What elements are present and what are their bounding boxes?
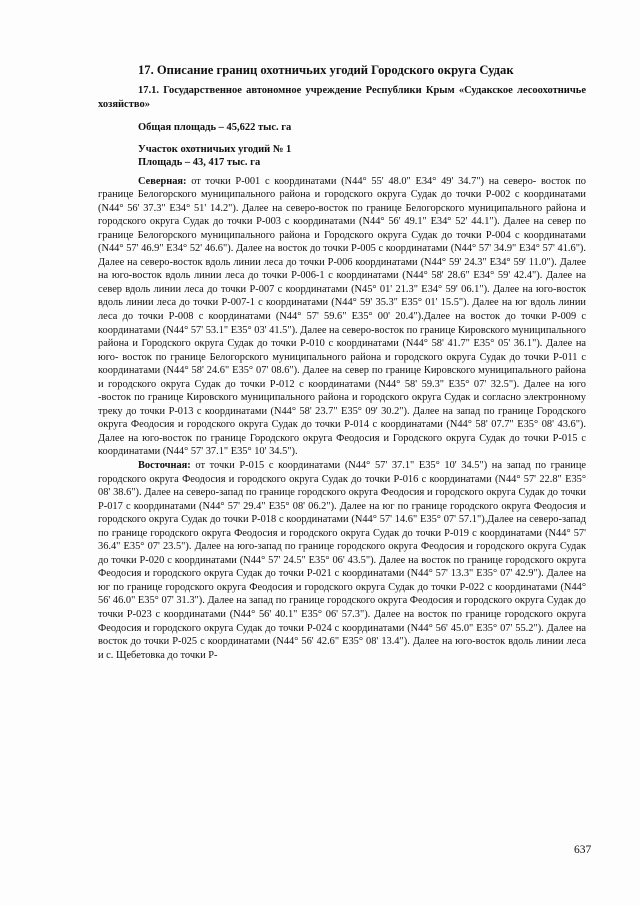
document-content (98, 62, 586, 662)
east-boundary-text: от точки Р-015 с координатами (N44° 57' 37.1" E35° 10' 34.5") на запад по границе городского округа Феодосия и городского округа Судак до точки Р-016 с координатами (N44° 57' 22.8" E35° 08' 38.6"). Далее на северо-запад по границе городского округа Феодосия и городского округа Судак до точки Р-017 с координатами (N44° 57' 29.4" E35° 08' 06.2"). Далее на юг по границе городского округа Феодосия и городского округа Судак до точки Р-018 с координатами (N44° 57' 14.6" E35° 07' 57.1").Далее на северо-запад по границе городского округа Феодосия и городского округа Судак до точки Р-019 с координатами (N44° 57' 36.4" E35° 07' 23.5"). Далее на юго-запад по границе городского округа Феодосия и городского округа Судак до точки Р-020 с координатами (N44° 57' 24.5" E35° 06' 43.5"). Далее на восток по границе городского округа Феодосия и городского округа Судак до точки Р-021 с координатами (N44° 57' 13.3" E35° 07' 42.9"). Далее на юг по границе городского округа Феодосия и городского округа Судак до точки Р-022 с координатами (N44° 56' 46.0" E35° 07' 31.3"). Далее на запад по границе городского округа Феодосия и городского округа Судак до точки Р-023 с координатами (N44° 56' 40.1" E35° 06' 57.3"). Далее на восток по границе городского округа Феодосия и городского округа Судак до точки Р-024 с координатами (N44° 56' 45.0" E35° 07' 55.2"). Далее на восток до точки Р-025 с координатами (N44° 56' 42.6" E35° 08' 13.4"). Далее на юго-восток вдоль линии леса и с. Щебетовка до точки Р- (98, 459, 586, 661)
organization-subheading: 17.1. Государственное автономное учреждение Республики Крым «Судакское лесоохотничье хозяйство» (98, 85, 586, 110)
page-number: 637 (574, 844, 592, 856)
north-boundary-label: Северная: (138, 175, 187, 187)
total-area: Общая площадь – 45,622 тыс. га (138, 122, 292, 133)
plot-block (138, 143, 586, 169)
section-heading: 17. Описание границ охотничьих угодий Городского округа Судак (138, 63, 514, 77)
plot-area: Площадь – 43, 417 тыс. га (138, 156, 261, 168)
north-boundary-text: от точки Р-001 с координатами (N44° 55' 48.0" E34° 49' 34.7") на северо- восток по границе Белогорского муниципального района и городского округа Судак до точки Р-002 с координатами (N44° 56' 37.3" E34° 51' 14.2"). Далее на северо-восток по границе Белогорского муниципального района и городского округа Судак до точки Р-003 с координатами (N44° 56' 49.1" E34° 52' 44.1"). Далее на север по границе Белогорского муниципального района и Городского округа Судак до точки Р-004 с координатами (N44° 57' 46.9" E34° 52' 46.6"). Далее на восток до точки Р-005 с координатами (N44° 57' 34.9" E34° 57' 41.6"). Далее на северо-восток вдоль линии леса до точки Р-006 координатами (N44° 59' 24.3" E34° 59' 11.0"). Далее на юго-восток вдоль линии леса до точки Р-006-1 с координатами (N44° 58' 28.6" E34° 59' 42.4"). Далее на север вдоль линии леса до точки Р-007 с координатами (N45° 01' 21.3" E34° 59' 06.1"). Далее на юго-восток вдоль линии леса до точки Р-007-1 с координатами (N44° 59' 35.3" E35° 01' 15.5"). Далее на юг вдоль линии леса до точки Р-008 с координатами (N44° 57' 59.6" E35° 00' 20.4").Далее на восток до точки Р-009 с координатами (N44° 57' 53.1" E35° 03' 41.5"). Далее на северо-восток по границе Кировского муниципального района и Городского округа Судак до точки Р-010 с координатами (N44° 58' 41.7" E35° 05' 36.1"). Далее на юго- восток по границе Белогорского муниципального района и городского округа Судак до точки Р-011 с координатами (N44° 58' 24.6" E35° 07' 08.6"). Далее на север по границе Кировского муниципального района и городского округа Судак до точки Р-012 с координатами (N44° 58' 59.3" E35° 07' 32.5"). Далее на юго -восток по границе Кировского муниципального района и городского округа Судак и согласно электронному треку до точки Р-013 с координатами (N44° 58' 23.7" E35° 09' 30.2"). Далее на запад по границе Городского округа Феодосия и городского округа Судак до точки Р-014 с координатами (N44° 58' 07.7" E35° 08' 43.6"). Далее на юго-восток по границе Городского округа Феодосия и Городского округа Судак до точки Р-015 с координатами (N44° 57' 37.1" E35° 10' 34.5"). (98, 175, 586, 458)
east-boundary-paragraph (98, 459, 586, 662)
north-boundary-paragraph (98, 175, 586, 459)
plot-title: Участок охотничьих угодий № 1 (138, 143, 292, 155)
east-boundary-label: Восточная: (138, 459, 191, 471)
